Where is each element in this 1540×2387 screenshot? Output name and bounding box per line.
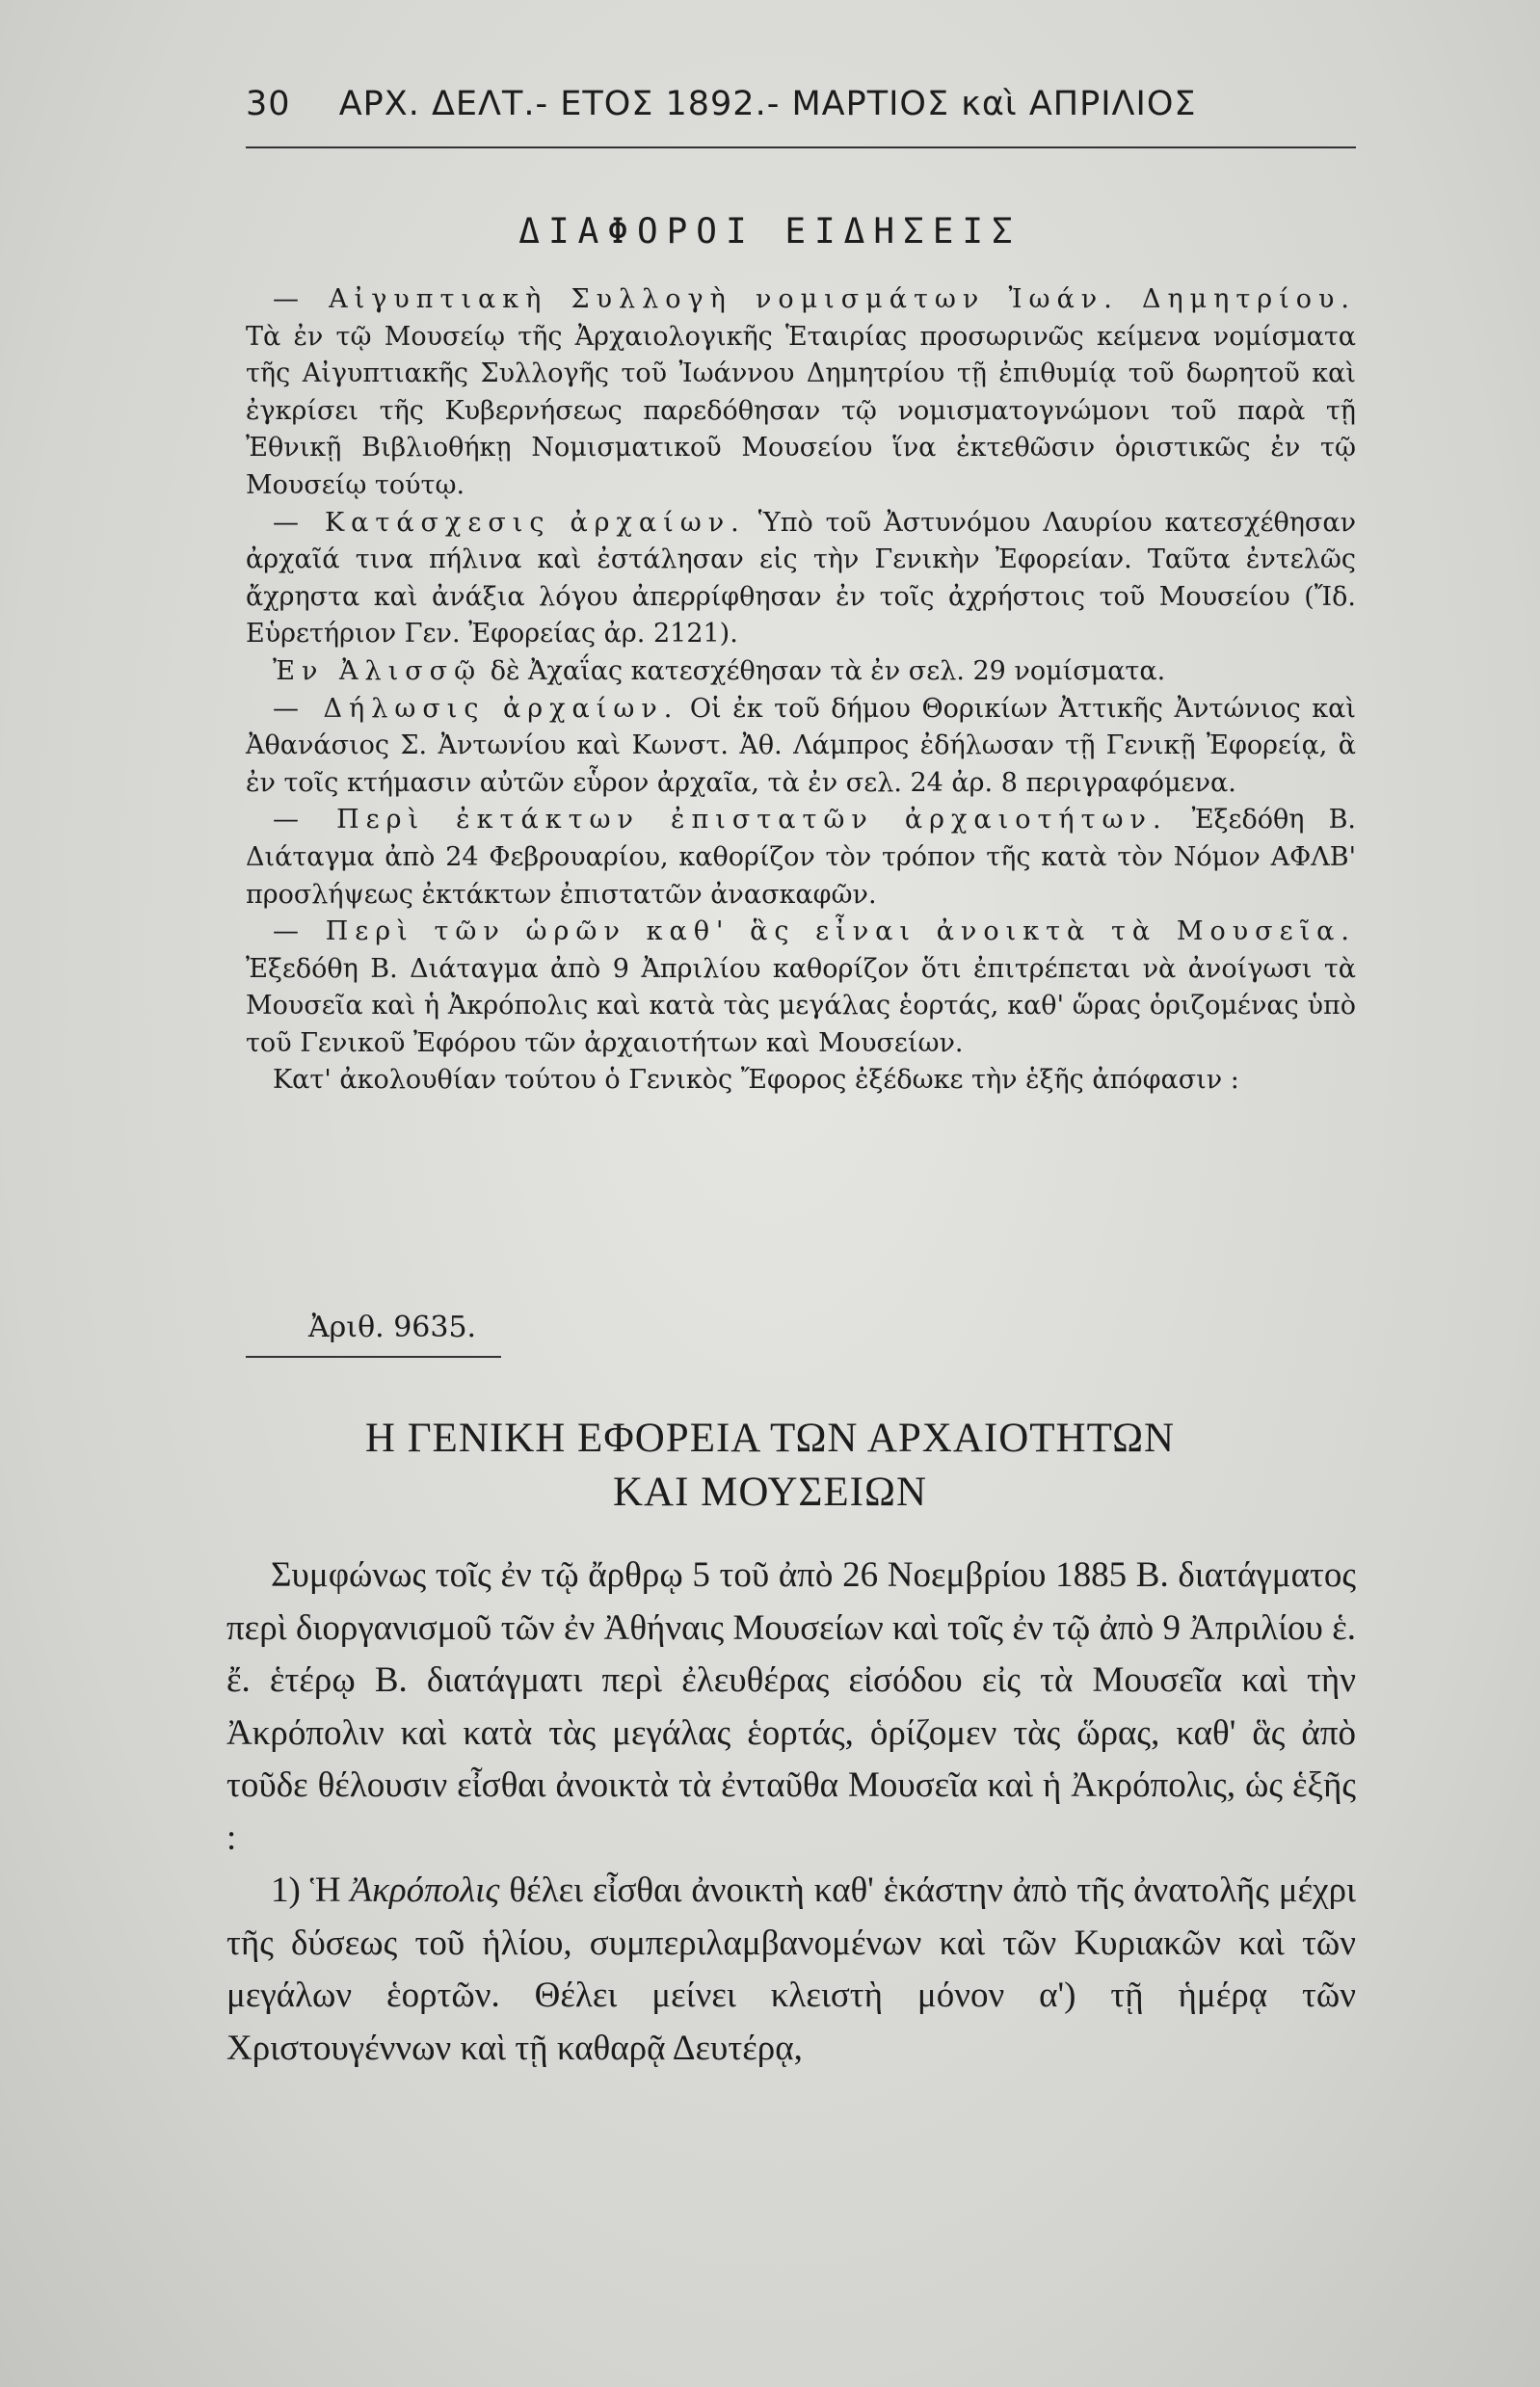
section-title: ΔΙΑΦΟΡΟΙ ΕΙΔΗΣΕΙΣ [518,212,1022,252]
news-item-title: Ἐν Ἀλισσῷ [273,655,483,686]
decree-heading [0,1412,1540,1520]
news-item-title: — Αἰγυπτιακὴ Συλλογὴ νομισμάτων Ἰωάν. Δημητρίου. [273,284,1356,314]
running-title: ΑΡΧ. ΔΕΛΤ.- ΕΤΟΣ 1892.- ΜΑΡΤΙΟΣ καὶ ΑΠΡΙΛΙΟΣ [338,85,1197,123]
decree-heading-line1: Η ΓΕΝΙΚΗ ΕΦΟΡΕΙΑ ΤΩΝ ΑΡΧΑΙΟΤΗΤΩΝ [364,1416,1176,1461]
header-rule [246,146,1356,148]
news-item-title: — Περὶ τῶν ὡρῶν καθ' ἃς εἶναι ἀνοικτὰ τὰ Μουσεῖα. [273,916,1356,947]
news-item-title: — Δήλωσις ἀρχαίων. [273,693,679,724]
decree-item-1 [226,1865,1356,2075]
news-item [246,505,1356,653]
news-item [246,281,1356,505]
closing-line: Κατ' ἀκολουθίαν τούτου ὁ Γενικὸς Ἔφορος ἐξέδωκε τὴν ἑξῆς ἀπόφασιν : [273,1065,1239,1096]
news-item-title: — Κατάσχεσις ἀρχαίων. [273,507,746,538]
news-item-text: Ἐξεδόθη Β. Διάταγμα ἀπὸ 24 Φεβρουαρίου, καθορίζον τὸν τρόπον τῆς κατὰ τὸν Νόμον ΑΦΛΒ' προσλήψεως ἐκτάκτων ἐπιστατῶν ἀνασκαφῶν. [246,805,1356,910]
news-item [246,691,1356,803]
running-head [246,85,1196,123]
decree-paragraph: Συμφώνως τοῖς ἐν τῷ ἄρθρῳ 5 τοῦ ἀπὸ 26 Νοεμβρίου 1885 Β. διατάγματος περὶ διοργανισμοῦ τῶν ἐν Ἀθήναις Μουσείων καὶ τοῖς ἐν τῷ ἀπὸ 9 Ἀπριλίου ἑ. ἔ. ἑτέρῳ Β. διατάγματι περὶ ἐλευθέρας εἰσόδου εἰς τὰ Μουσεῖα καὶ τὴν Ἀκρόπολιν καὶ κατὰ τὰς μεγάλας ἑορτάς, ὁρίζομεν τὰς ὥρας, καθ' ἃς ἀπὸ τοῦδε θέλουσιν εἶσθαι ἀνοικτὰ τὰ ἐνταῦθα Μουσεῖα καὶ ἡ Ἀκρόπολις, ὡς ἑξῆς : [226,1555,1356,1858]
news-item-text: δὲ Ἀχαΐας κατεσχέθησαν τὰ ἐν σελ. 29 νομίσματα. [490,655,1166,686]
news-item-text: Τὰ ἐν τῷ Μουσείῳ τῆς Ἀρχαιολογικῆς Ἑταιρίας προσωρινῶς κείμενα νομίσματα τῆς Αἰγυπτιακῆς Συλλογῆς τοῦ Ἰωάννου Δημητρίου τῇ ἐπιθυμίᾳ τοῦ δωρητοῦ καὶ ἐγκρίσει τῆς Κυβερνήσεως παρεδόθησαν τῷ νομισματογνώμονι τοῦ παρὰ τῇ Ἐθνικῇ Βιβλιοθήκῃ Νομισματικοῦ Μουσείου ἵνα ἐκτεθῶσιν ὁριστικῶς ἐν τῷ Μουσείῳ τούτῳ. [246,321,1356,500]
news-item [246,653,1356,691]
news-item-title: — Περὶ ἐκτάκτων ἐπιστατῶν ἀρχαιοτήτων. [273,805,1168,835]
decree-heading-line2: ΚΑΙ ΜΟΥΣΕΙΩΝ [613,1470,927,1515]
news-item [246,914,1356,1062]
decree-item-subject: Ἀκρόπολις [350,1870,500,1910]
decree-item-text: θέλει εἶσθαι ἀνοικτὴ καθ' ἑκάστην ἀπὸ τῆς ἀνατολῆς μέχρι τῆς δύσεως τοῦ ἡλίου, συμπεριλαμβανομένων καὶ τῶν Κυριακῶν καὶ τῶν μεγάλων ἑορτῶν. Θέλει μείνει κλειστὴ μόνον α') τῇ ἡμέρᾳ τῶν Χριστουγέννων καὶ τῇ καθαρᾷ Δευτέρᾳ, [226,1870,1357,2068]
news-item-text: Ὑπὸ τοῦ Ἀστυνόμου Λαυρίου κατεσχέθησαν ἀρχαῖά τινα πήλινα καὶ ἐστάλησαν εἰς τὴν Γενικὴν Ἐφορείαν. Ταῦτα ἐντελῶς ἄχρηστα καὶ ἀνάξια λόγου ἀπερρίφθησαν ἐν τοῖς ἀχρήστοις τοῦ Μουσείου (Ἴδ. Εὑρετήριον Γεν. Ἐφορείας ἀρ. 2121). [246,507,1356,650]
decree-body [226,1550,1356,2075]
news-item-text: Οἱ ἐκ τοῦ δήμου Θορικίων Ἀττικῆς Ἀντώνιος καὶ Ἀθανάσιος Σ. Ἀντωνίου καὶ Κωνστ. Ἀθ. Λάμπρος ἐδήλωσαν τῇ Γενικῇ Ἐφορείᾳ, ἃ ἐν τοῖς κτήμασιν αὐτῶν εὗρον ἀρχαῖα, τὰ ἐν σελ. 24 ἀρ. 8 περιγραφόμενα. [246,693,1356,798]
page-number: 30 [246,85,291,123]
decree-number: Ἀριθ. 9635. [308,1311,477,1344]
decree-item-prefix: 1) Ἡ [271,1870,341,1910]
news-item [246,802,1356,914]
news-items [246,281,1356,1100]
news-item-text: Ἐξεδόθη Β. Διάταγμα ἀπὸ 9 Ἀπριλίου καθορίζον ὅτι ἐπιτρέπεται νὰ ἀνοίγωσι τὰ Μουσεῖα καὶ ἡ Ἀκρόπολις καὶ κατὰ τὰς μεγάλας ἑορτάς, καθ' ὥρας ὁριζομένας ὑπὸ τοῦ Γενικοῦ Ἐφόρου τῶν ἀρχαιοτήτων καὶ Μουσείων. [246,953,1356,1058]
decree-number-rule [246,1356,501,1358]
